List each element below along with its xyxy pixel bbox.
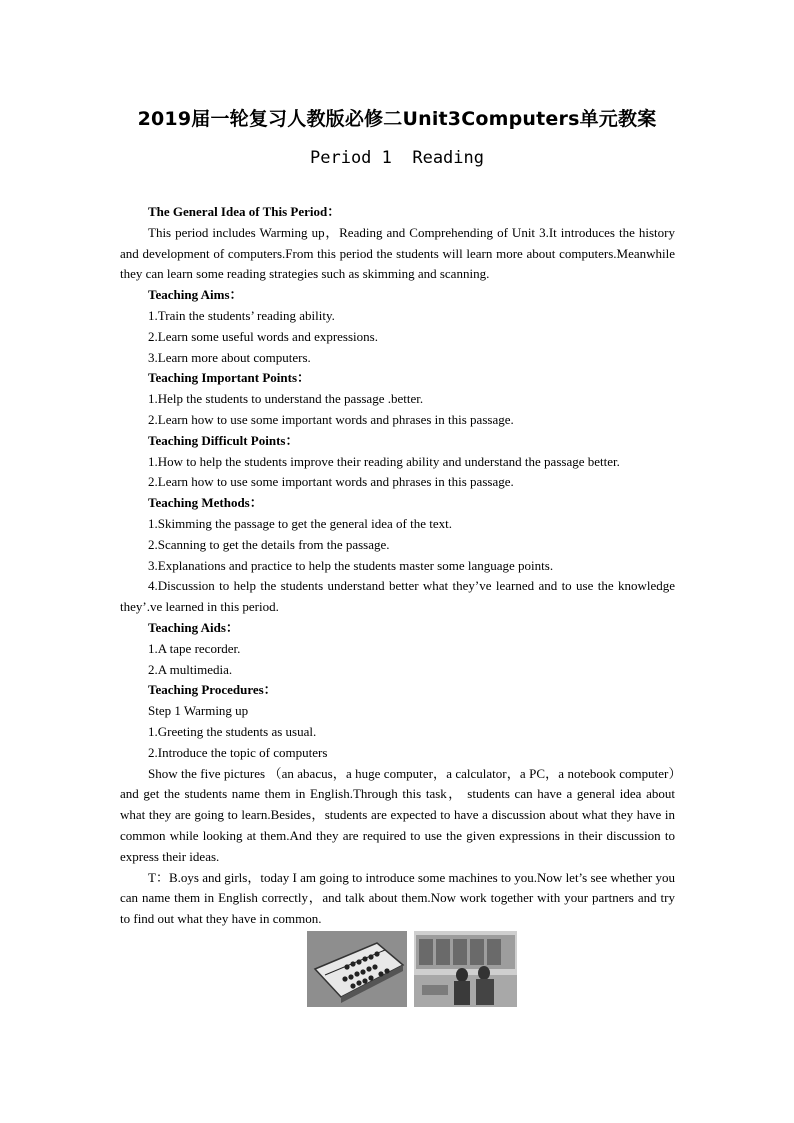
huge-computer-image — [414, 931, 517, 1007]
method-item: 2.Scanning to get the details from the passage. — [148, 536, 390, 552]
method-item: 3.Explanations and practice to help the students master some language points. — [148, 557, 554, 573]
abacus-icon — [307, 931, 407, 1007]
aims-heading: Teaching Aims： — [148, 287, 243, 303]
method-item: 4.Discussion to help the students understand better what they’ve learned and to use the knowledge they’.ve learned in this period. — [120, 578, 675, 615]
period-title: Period 1 Reading — [310, 148, 484, 168]
general-idea-heading: The General Idea of This Period： — [148, 204, 341, 219]
aim-item: 1.Train the students’ reading ability. — [148, 307, 335, 323]
general-idea-text: This period includes Warming up，Reading and Comprehending of Unit 3.It introduces the history and development of computers.From this period the students will learn more about computers.Meanwhile they can learn some reading strategies such as skimming and scanning. — [120, 224, 675, 282]
aim-item: 2.Learn some useful words and expressions. — [148, 328, 378, 344]
procedure-paragraph: Show the five pictures （an abacus，a huge computer，a calculator，a PC，a notebook computer）and get the students name them in English.Through this task， students can have a general idea about what they are going to learn.Besides，students are expected to have a discussion about what they have in common while looking at them.And they are required to use the given expressions in their discussion to express their ideas. — [120, 765, 675, 864]
procedure-item: 1.Greeting the students as usual. — [148, 723, 317, 739]
abacus-image — [307, 931, 407, 1007]
aids-heading: Teaching Aids： — [148, 619, 239, 635]
important-point-item: 2.Learn how to use some important words and phrases in this passage. — [148, 411, 514, 427]
important-points-heading: Teaching Important Points： — [148, 370, 311, 386]
document-title: 2019届一轮复习人教版必修二Unit3Computers单元教案 — [137, 108, 657, 130]
method-item: 1.Skimming the passage to get the general idea of the text. — [148, 515, 452, 531]
difficult-points-heading: Teaching Difficult Points： — [148, 432, 299, 448]
procedure-item: Step 1 Warming up — [148, 703, 249, 719]
aid-item: 2.A multimedia. — [148, 661, 233, 677]
figure-row — [307, 931, 517, 1007]
difficult-point-item: 1.How to help the students improve their reading ability and understand the passage better. — [148, 453, 620, 469]
procedure-paragraph: T：B.oys and girls，today I am going to introduce some machines to you.Now let’s see whether you can name them in English correctly，and talk about them.Now work together with your partners and try to find out what they have in common. — [120, 869, 675, 927]
document-body — [120, 202, 675, 930]
aid-item: 1.A tape recorder. — [148, 640, 241, 656]
computer-room-icon — [414, 931, 517, 1007]
procedure-item: 2.Introduce the topic of computers — [148, 744, 328, 760]
difficult-point-item: 2.Learn how to use some important words and phrases in this passage. — [148, 474, 514, 490]
important-point-item: 1.Help the students to understand the passage .better. — [148, 391, 424, 407]
methods-heading: Teaching Methods： — [148, 495, 263, 511]
procedures-heading: Teaching Procedures： — [148, 682, 277, 698]
aim-item: 3.Learn more about computers. — [148, 349, 311, 365]
